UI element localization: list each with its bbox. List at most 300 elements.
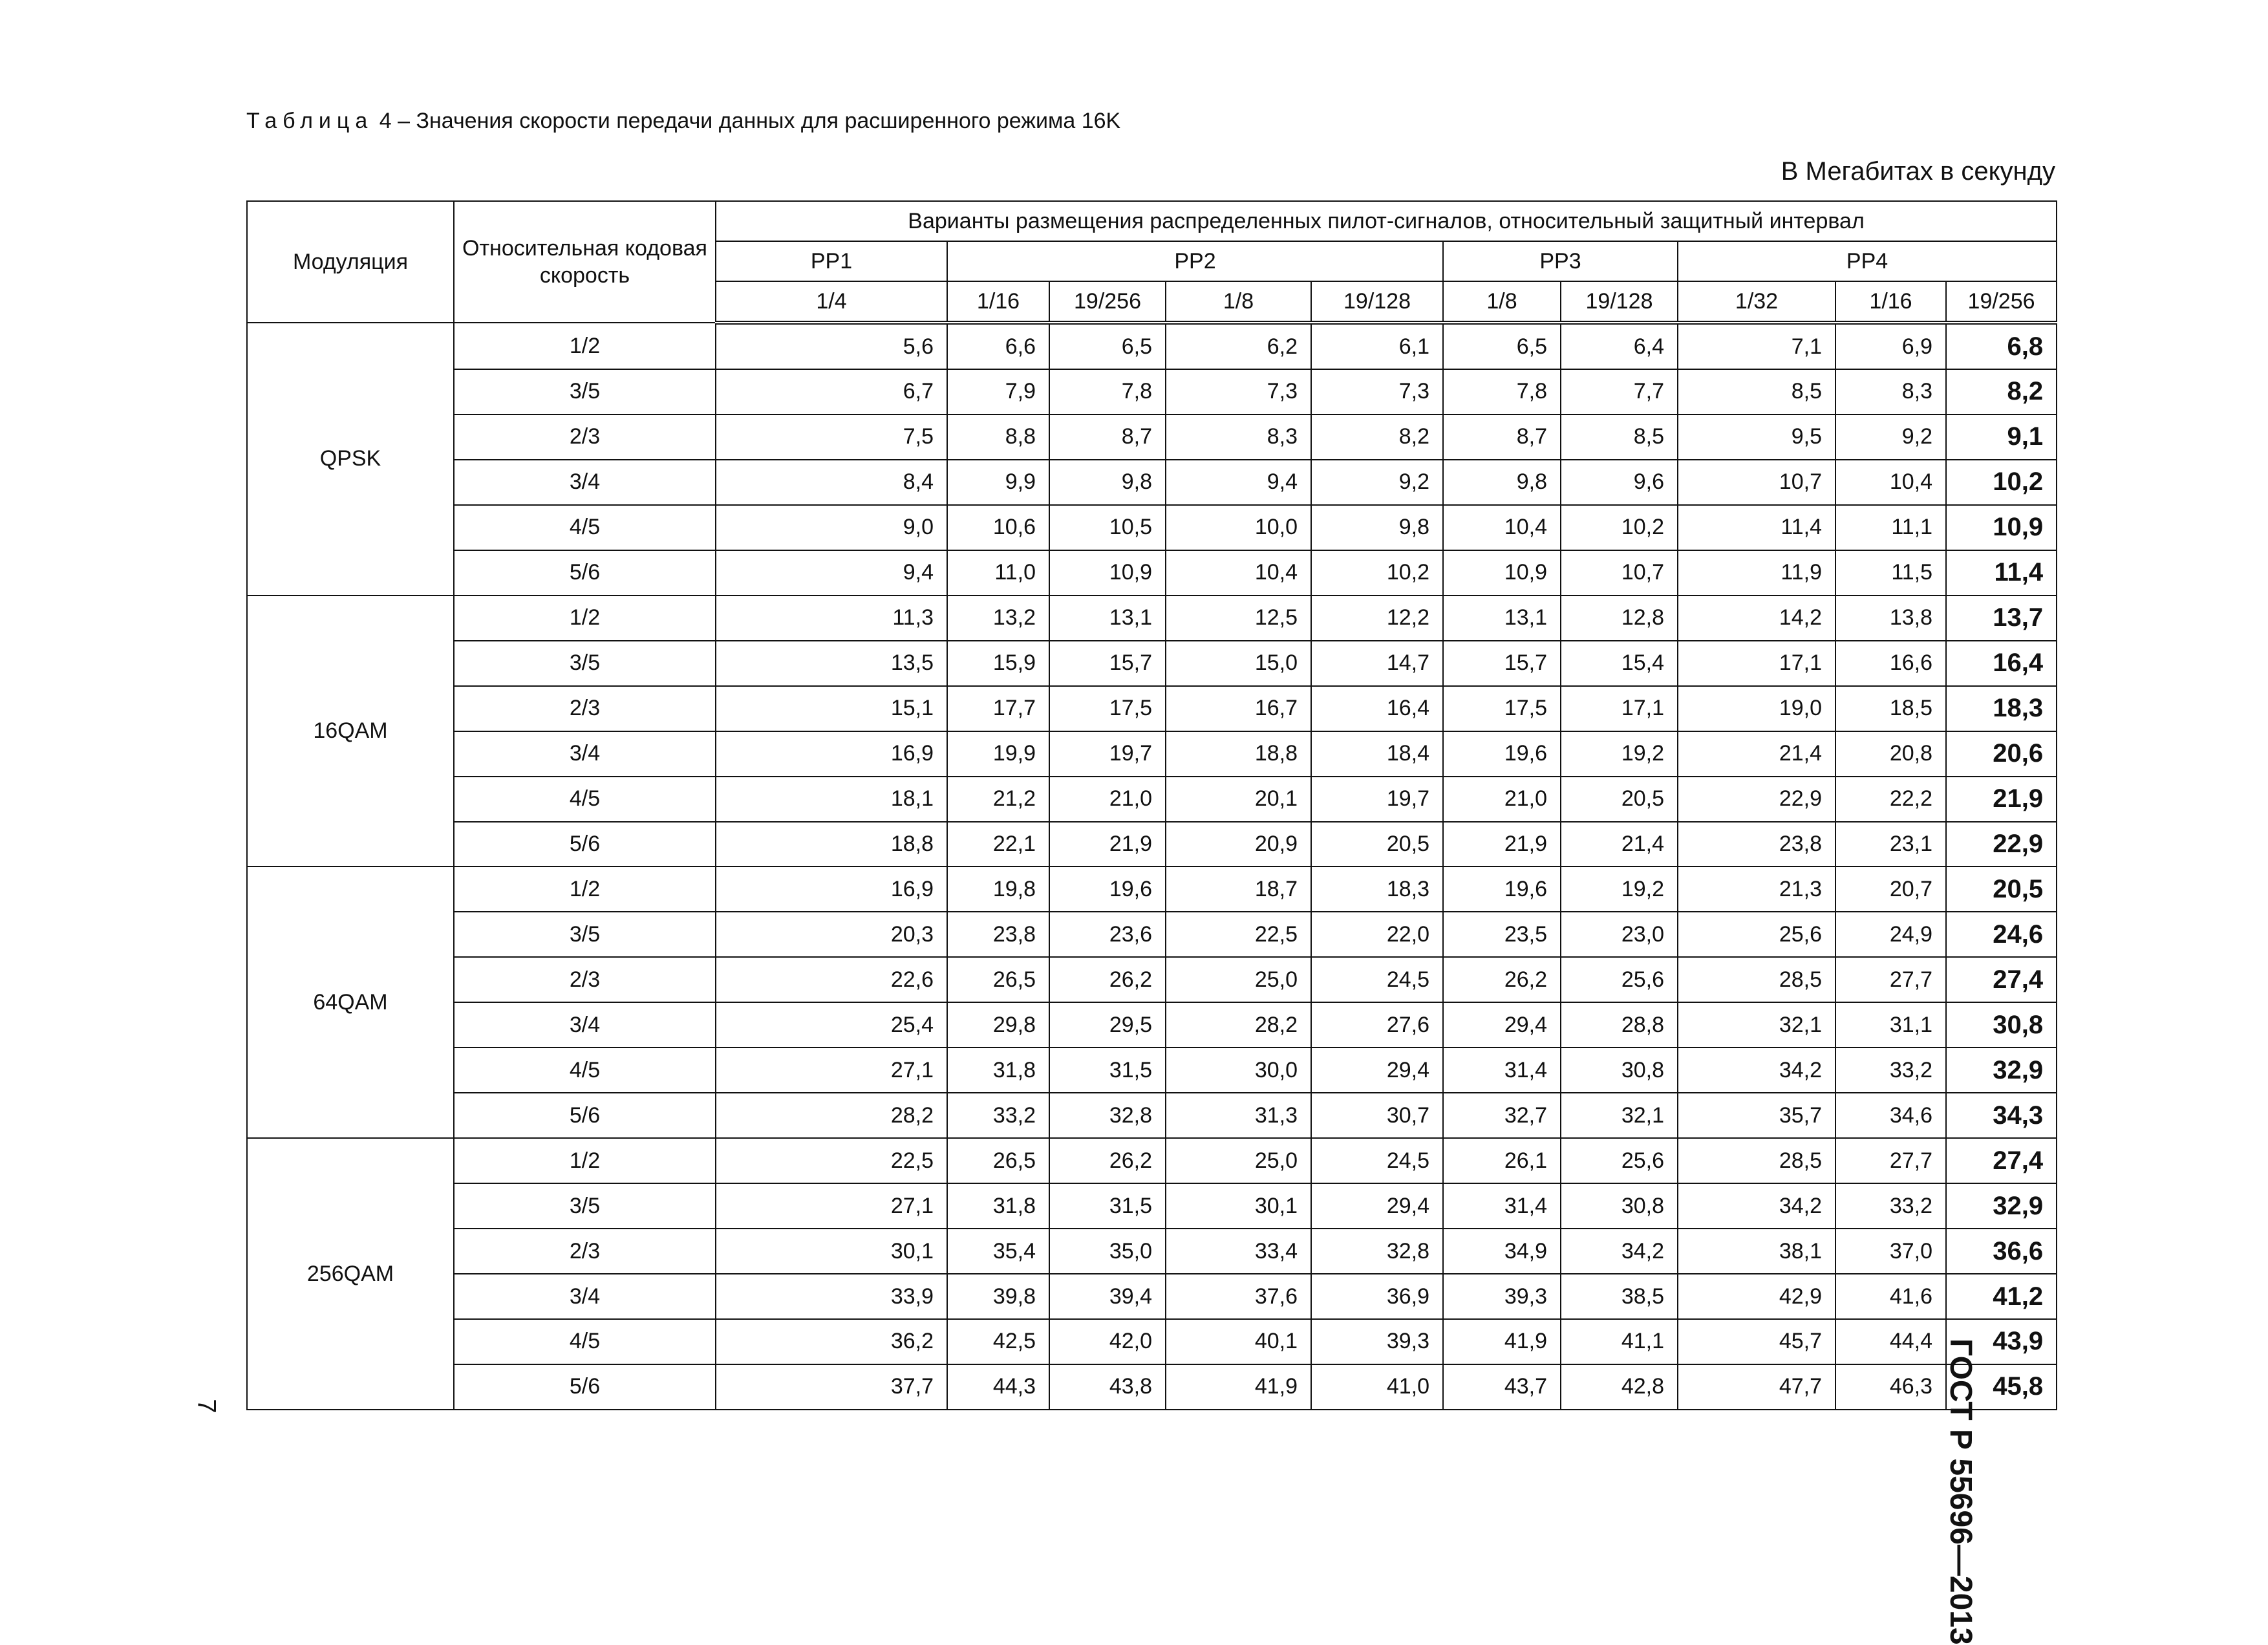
value-cell: 31,8 [947, 1048, 1049, 1093]
value-cell: 6,8 [1946, 323, 2057, 369]
value-cell: 7,7 [1561, 369, 1678, 414]
value-cell: 8,3 [1835, 369, 1946, 414]
value-cell: 15,9 [947, 641, 1049, 686]
value-cell: 8,5 [1678, 369, 1835, 414]
modulation-cell: 16QAM [247, 596, 454, 867]
value-cell: 15,4 [1561, 641, 1678, 686]
value-cell: 34,9 [1443, 1229, 1561, 1274]
header-group-pp4: PP4 [1678, 241, 2057, 281]
value-cell: 21,4 [1561, 822, 1678, 867]
caption-text: 4 – Значения скорости передачи данных для расширенного режима 16K [373, 109, 1121, 133]
value-cell: 21,4 [1678, 731, 1835, 777]
value-cell: 19,0 [1678, 686, 1835, 731]
value-cell: 30,8 [1561, 1048, 1678, 1093]
value-cell: 34,3 [1946, 1093, 2057, 1138]
value-cell: 8,5 [1561, 414, 1678, 460]
header-modulation: Модуляция [247, 201, 454, 323]
value-cell: 9,2 [1311, 460, 1443, 505]
value-cell: 13,5 [716, 641, 947, 686]
value-cell: 17,1 [1561, 686, 1678, 731]
value-cell: 13,1 [1443, 596, 1561, 641]
value-cell: 42,5 [947, 1319, 1049, 1364]
value-cell: 11,0 [947, 550, 1049, 596]
table-row [247, 777, 2057, 822]
header-variants: Варианты размещения распределенных пилот-сигналов, относительный защитный интервал [716, 201, 2057, 241]
value-cell: 46,3 [1835, 1364, 1946, 1410]
value-cell: 39,3 [1311, 1319, 1443, 1364]
value-cell: 10,7 [1678, 460, 1835, 505]
value-cell: 22,6 [716, 957, 947, 1002]
value-cell: 37,0 [1835, 1229, 1946, 1274]
code-rate-cell: 3/5 [454, 912, 716, 957]
value-cell: 22,5 [1166, 912, 1311, 957]
value-cell: 27,7 [1835, 957, 1946, 1002]
value-cell: 31,4 [1443, 1048, 1561, 1093]
value-cell: 9,5 [1678, 414, 1835, 460]
value-cell: 10,2 [1561, 505, 1678, 550]
value-cell: 30,1 [716, 1229, 947, 1274]
value-cell: 30,7 [1311, 1093, 1443, 1138]
value-cell: 22,2 [1835, 777, 1946, 822]
value-cell: 32,1 [1561, 1093, 1678, 1138]
value-cell: 27,4 [1946, 957, 2057, 1002]
value-cell: 32,7 [1443, 1093, 1561, 1138]
value-cell: 8,8 [947, 414, 1049, 460]
header-code-rate: Относительная кодовая скорость [454, 201, 716, 323]
value-cell: 20,9 [1166, 822, 1311, 867]
value-cell: 20,7 [1835, 866, 1946, 912]
header-interval: 1/16 [1835, 281, 1946, 323]
caption-label: Таблица [246, 109, 374, 133]
code-rate-cell: 5/6 [454, 1364, 716, 1410]
value-cell: 23,8 [1678, 822, 1835, 867]
value-cell: 32,8 [1049, 1093, 1166, 1138]
value-cell: 10,4 [1443, 505, 1561, 550]
value-cell: 19,6 [1049, 866, 1166, 912]
value-cell: 33,2 [947, 1093, 1049, 1138]
table-row [247, 1274, 2057, 1319]
value-cell: 27,1 [716, 1183, 947, 1229]
value-cell: 10,4 [1166, 550, 1311, 596]
value-cell: 18,5 [1835, 686, 1946, 731]
value-cell: 29,5 [1049, 1002, 1166, 1048]
value-cell: 28,2 [716, 1093, 947, 1138]
value-cell: 34,2 [1678, 1048, 1835, 1093]
value-cell: 9,8 [1443, 460, 1561, 505]
value-cell: 6,5 [1443, 323, 1561, 369]
value-cell: 14,7 [1311, 641, 1443, 686]
table-row [247, 822, 2057, 867]
table-row [247, 1002, 2057, 1048]
table-row [247, 460, 2057, 505]
code-rate-cell: 4/5 [454, 777, 716, 822]
header-group-pp2: PP2 [947, 241, 1443, 281]
value-cell: 32,1 [1678, 1002, 1835, 1048]
value-cell: 16,7 [1166, 686, 1311, 731]
value-cell: 20,1 [1166, 777, 1311, 822]
header-group-pp1: PP1 [716, 241, 947, 281]
value-cell: 8,3 [1166, 414, 1311, 460]
code-rate-cell: 4/5 [454, 1048, 716, 1093]
value-cell: 38,5 [1561, 1274, 1678, 1319]
value-cell: 9,1 [1946, 414, 2057, 460]
value-cell: 34,6 [1835, 1093, 1946, 1138]
value-cell: 38,1 [1678, 1229, 1835, 1274]
table-caption [246, 109, 1120, 134]
value-cell: 22,1 [947, 822, 1049, 867]
table-row [247, 323, 2057, 369]
value-cell: 34,2 [1678, 1183, 1835, 1229]
value-cell: 7,8 [1443, 369, 1561, 414]
value-cell: 16,4 [1946, 641, 2057, 686]
units-label: В Мегабитах в секунду [1781, 157, 2055, 186]
value-cell: 23,0 [1561, 912, 1678, 957]
value-cell: 15,7 [1049, 641, 1166, 686]
value-cell: 33,2 [1835, 1183, 1946, 1229]
value-cell: 20,5 [1946, 866, 2057, 912]
value-cell: 11,9 [1678, 550, 1835, 596]
value-cell: 15,1 [716, 686, 947, 731]
value-cell: 21,2 [947, 777, 1049, 822]
value-cell: 8,7 [1443, 414, 1561, 460]
code-rate-cell: 3/4 [454, 460, 716, 505]
value-cell: 35,7 [1678, 1093, 1835, 1138]
value-cell: 23,6 [1049, 912, 1166, 957]
value-cell: 43,9 [1946, 1319, 2057, 1364]
header-interval: 1/8 [1166, 281, 1311, 323]
table-row [247, 686, 2057, 731]
value-cell: 8,4 [716, 460, 947, 505]
value-cell: 41,6 [1835, 1274, 1946, 1319]
value-cell: 27,4 [1946, 1138, 2057, 1183]
value-cell: 24,6 [1946, 912, 2057, 957]
value-cell: 25,6 [1678, 912, 1835, 957]
value-cell: 28,8 [1561, 1002, 1678, 1048]
value-cell: 6,2 [1166, 323, 1311, 369]
value-cell: 32,9 [1946, 1183, 2057, 1229]
value-cell: 28,2 [1166, 1002, 1311, 1048]
value-cell: 12,8 [1561, 596, 1678, 641]
value-cell: 31,5 [1049, 1183, 1166, 1229]
value-cell: 10,9 [1049, 550, 1166, 596]
value-cell: 26,5 [947, 1138, 1049, 1183]
value-cell: 37,7 [716, 1364, 947, 1410]
value-cell: 10,9 [1946, 505, 2057, 550]
table-row [247, 1048, 2057, 1093]
value-cell: 13,8 [1835, 596, 1946, 641]
code-rate-cell: 1/2 [454, 323, 716, 369]
value-cell: 19,6 [1443, 731, 1561, 777]
value-cell: 11,3 [716, 596, 947, 641]
value-cell: 18,1 [716, 777, 947, 822]
header-interval: 19/128 [1311, 281, 1443, 323]
value-cell: 18,8 [716, 822, 947, 867]
table-row [247, 731, 2057, 777]
value-cell: 7,5 [716, 414, 947, 460]
value-cell: 29,4 [1311, 1048, 1443, 1093]
value-cell: 20,3 [716, 912, 947, 957]
value-cell: 17,7 [947, 686, 1049, 731]
value-cell: 22,9 [1678, 777, 1835, 822]
code-rate-cell: 3/5 [454, 641, 716, 686]
value-cell: 47,7 [1678, 1364, 1835, 1410]
value-cell: 45,7 [1678, 1319, 1835, 1364]
code-rate-cell: 4/5 [454, 1319, 716, 1364]
code-rate-cell: 3/4 [454, 1002, 716, 1048]
table-row [247, 1229, 2057, 1274]
header-interval: 19/256 [1946, 281, 2057, 323]
value-cell: 22,5 [716, 1138, 947, 1183]
value-cell: 39,4 [1049, 1274, 1166, 1319]
value-cell: 28,5 [1678, 957, 1835, 1002]
value-cell: 30,8 [1946, 1002, 2057, 1048]
page-number: 7 [192, 1399, 221, 1414]
value-cell: 16,4 [1311, 686, 1443, 731]
value-cell: 22,0 [1311, 912, 1443, 957]
value-cell: 10,6 [947, 505, 1049, 550]
value-cell: 6,1 [1311, 323, 1443, 369]
value-cell: 22,9 [1946, 822, 2057, 867]
value-cell: 43,8 [1049, 1364, 1166, 1410]
value-cell: 21,0 [1443, 777, 1561, 822]
value-cell: 10,0 [1166, 505, 1311, 550]
value-cell: 30,8 [1561, 1183, 1678, 1229]
value-cell: 6,9 [1835, 323, 1946, 369]
value-cell: 24,9 [1835, 912, 1946, 957]
table-row [247, 550, 2057, 596]
value-cell: 33,4 [1166, 1229, 1311, 1274]
header-interval: 1/32 [1678, 281, 1835, 323]
table-row [247, 957, 2057, 1002]
value-cell: 7,8 [1049, 369, 1166, 414]
value-cell: 32,8 [1311, 1229, 1443, 1274]
value-cell: 9,8 [1049, 460, 1166, 505]
value-cell: 42,9 [1678, 1274, 1835, 1319]
value-cell: 14,2 [1678, 596, 1835, 641]
value-cell: 10,2 [1946, 460, 2057, 505]
value-cell: 17,5 [1049, 686, 1166, 731]
value-cell: 12,2 [1311, 596, 1443, 641]
value-cell: 25,4 [716, 1002, 947, 1048]
table-row [247, 1138, 2057, 1183]
data-rate-table [246, 200, 2057, 1410]
value-cell: 8,2 [1946, 369, 2057, 414]
value-cell: 31,4 [1443, 1183, 1561, 1229]
table-row [247, 1183, 2057, 1229]
value-cell: 35,4 [947, 1229, 1049, 1274]
value-cell: 19,8 [947, 866, 1049, 912]
value-cell: 7,1 [1678, 323, 1835, 369]
table-row [247, 912, 2057, 957]
value-cell: 23,1 [1835, 822, 1946, 867]
code-rate-cell: 1/2 [454, 596, 716, 641]
value-cell: 21,3 [1678, 866, 1835, 912]
value-cell: 7,3 [1311, 369, 1443, 414]
value-cell: 37,6 [1166, 1274, 1311, 1319]
value-cell: 11,4 [1946, 550, 2057, 596]
value-cell: 26,2 [1049, 1138, 1166, 1183]
standard-code: ГОСТ Р 55696—2013 [1943, 1339, 1978, 1645]
modulation-cell: 256QAM [247, 1138, 454, 1410]
value-cell: 6,6 [947, 323, 1049, 369]
value-cell: 7,9 [947, 369, 1049, 414]
value-cell: 42,0 [1049, 1319, 1166, 1364]
value-cell: 41,1 [1561, 1319, 1678, 1364]
value-cell: 6,7 [716, 369, 947, 414]
value-cell: 40,1 [1166, 1319, 1311, 1364]
value-cell: 41,0 [1311, 1364, 1443, 1410]
value-cell: 23,8 [947, 912, 1049, 957]
value-cell: 11,4 [1678, 505, 1835, 550]
value-cell: 36,2 [716, 1319, 947, 1364]
code-rate-cell: 1/2 [454, 866, 716, 912]
value-cell: 17,1 [1678, 641, 1835, 686]
value-cell: 10,2 [1311, 550, 1443, 596]
value-cell: 18,4 [1311, 731, 1443, 777]
value-cell: 21,9 [1946, 777, 2057, 822]
modulation-cell: 64QAM [247, 866, 454, 1138]
modulation-cell: QPSK [247, 323, 454, 596]
header-interval: 19/256 [1049, 281, 1166, 323]
value-cell: 20,5 [1311, 822, 1443, 867]
value-cell: 25,6 [1561, 1138, 1678, 1183]
code-rate-cell: 2/3 [454, 957, 716, 1002]
value-cell: 31,1 [1835, 1002, 1946, 1048]
value-cell: 21,9 [1443, 822, 1561, 867]
value-cell: 31,8 [947, 1183, 1049, 1229]
value-cell: 9,6 [1561, 460, 1678, 505]
value-cell: 21,0 [1049, 777, 1166, 822]
value-cell: 45,8 [1946, 1364, 2057, 1410]
value-cell: 34,2 [1561, 1229, 1678, 1274]
value-cell: 19,6 [1443, 866, 1561, 912]
value-cell: 26,1 [1443, 1138, 1561, 1183]
value-cell: 36,6 [1946, 1229, 2057, 1274]
value-cell: 33,2 [1835, 1048, 1946, 1093]
header-interval: 1/4 [716, 281, 947, 323]
value-cell: 24,5 [1311, 1138, 1443, 1183]
value-cell: 18,8 [1166, 731, 1311, 777]
code-rate-cell: 2/3 [454, 686, 716, 731]
value-cell: 9,0 [716, 505, 947, 550]
value-cell: 20,6 [1946, 731, 2057, 777]
table-row [247, 866, 2057, 912]
code-rate-cell: 3/4 [454, 1274, 716, 1319]
value-cell: 9,4 [1166, 460, 1311, 505]
value-cell: 9,4 [716, 550, 947, 596]
value-cell: 11,1 [1835, 505, 1946, 550]
value-cell: 28,5 [1678, 1138, 1835, 1183]
value-cell: 15,7 [1443, 641, 1561, 686]
value-cell: 41,9 [1443, 1319, 1561, 1364]
value-cell: 27,1 [716, 1048, 947, 1093]
table-row [247, 505, 2057, 550]
value-cell: 29,4 [1311, 1183, 1443, 1229]
code-rate-cell: 2/3 [454, 414, 716, 460]
value-cell: 8,7 [1049, 414, 1166, 460]
value-cell: 41,9 [1166, 1364, 1311, 1410]
value-cell: 24,5 [1311, 957, 1443, 1002]
header-interval: 1/16 [947, 281, 1049, 323]
value-cell: 15,0 [1166, 641, 1311, 686]
value-cell: 27,6 [1311, 1002, 1443, 1048]
code-rate-cell: 3/5 [454, 369, 716, 414]
value-cell: 10,5 [1049, 505, 1166, 550]
value-cell: 44,4 [1835, 1319, 1946, 1364]
value-cell: 13,1 [1049, 596, 1166, 641]
value-cell: 16,6 [1835, 641, 1946, 686]
value-cell: 13,2 [947, 596, 1049, 641]
value-cell: 32,9 [1946, 1048, 2057, 1093]
value-cell: 21,9 [1049, 822, 1166, 867]
value-cell: 42,8 [1561, 1364, 1678, 1410]
value-cell: 29,8 [947, 1002, 1049, 1048]
table-row [247, 596, 2057, 641]
value-cell: 33,9 [716, 1274, 947, 1319]
code-rate-cell: 3/4 [454, 731, 716, 777]
code-rate-cell: 5/6 [454, 822, 716, 867]
value-cell: 27,7 [1835, 1138, 1946, 1183]
value-cell: 20,5 [1561, 777, 1678, 822]
value-cell: 12,5 [1166, 596, 1311, 641]
value-cell: 43,7 [1443, 1364, 1561, 1410]
value-cell: 16,9 [716, 866, 947, 912]
table-row [247, 641, 2057, 686]
value-cell: 16,9 [716, 731, 947, 777]
code-rate-cell: 5/6 [454, 1093, 716, 1138]
value-cell: 10,7 [1561, 550, 1678, 596]
value-cell: 20,8 [1835, 731, 1946, 777]
value-cell: 11,5 [1835, 550, 1946, 596]
value-cell: 30,0 [1166, 1048, 1311, 1093]
value-cell: 31,3 [1166, 1093, 1311, 1138]
value-cell: 18,3 [1311, 866, 1443, 912]
value-cell: 6,5 [1049, 323, 1166, 369]
value-cell: 17,5 [1443, 686, 1561, 731]
value-cell: 9,8 [1311, 505, 1443, 550]
header-group-pp3: PP3 [1443, 241, 1678, 281]
code-rate-cell: 3/5 [454, 1183, 716, 1229]
value-cell: 39,3 [1443, 1274, 1561, 1319]
value-cell: 44,3 [947, 1364, 1049, 1410]
value-cell: 39,8 [947, 1274, 1049, 1319]
value-cell: 25,6 [1561, 957, 1678, 1002]
value-cell: 18,3 [1946, 686, 2057, 731]
table-row [247, 1364, 2057, 1410]
header-interval: 1/8 [1443, 281, 1561, 323]
table-body [247, 323, 2057, 1410]
table-row [247, 1319, 2057, 1364]
value-cell: 35,0 [1049, 1229, 1166, 1274]
value-cell: 19,9 [947, 731, 1049, 777]
table-row [247, 369, 2057, 414]
value-cell: 10,9 [1443, 550, 1561, 596]
value-cell: 26,5 [947, 957, 1049, 1002]
value-cell: 9,2 [1835, 414, 1946, 460]
code-rate-cell: 2/3 [454, 1229, 716, 1274]
value-cell: 23,5 [1443, 912, 1561, 957]
value-cell: 10,4 [1835, 460, 1946, 505]
value-cell: 19,7 [1049, 731, 1166, 777]
value-cell: 13,7 [1946, 596, 2057, 641]
code-rate-cell: 1/2 [454, 1138, 716, 1183]
header-interval: 19/128 [1561, 281, 1678, 323]
code-rate-cell: 5/6 [454, 550, 716, 596]
value-cell: 26,2 [1443, 957, 1561, 1002]
value-cell: 30,1 [1166, 1183, 1311, 1229]
table-row [247, 1093, 2057, 1138]
table-row [247, 414, 2057, 460]
